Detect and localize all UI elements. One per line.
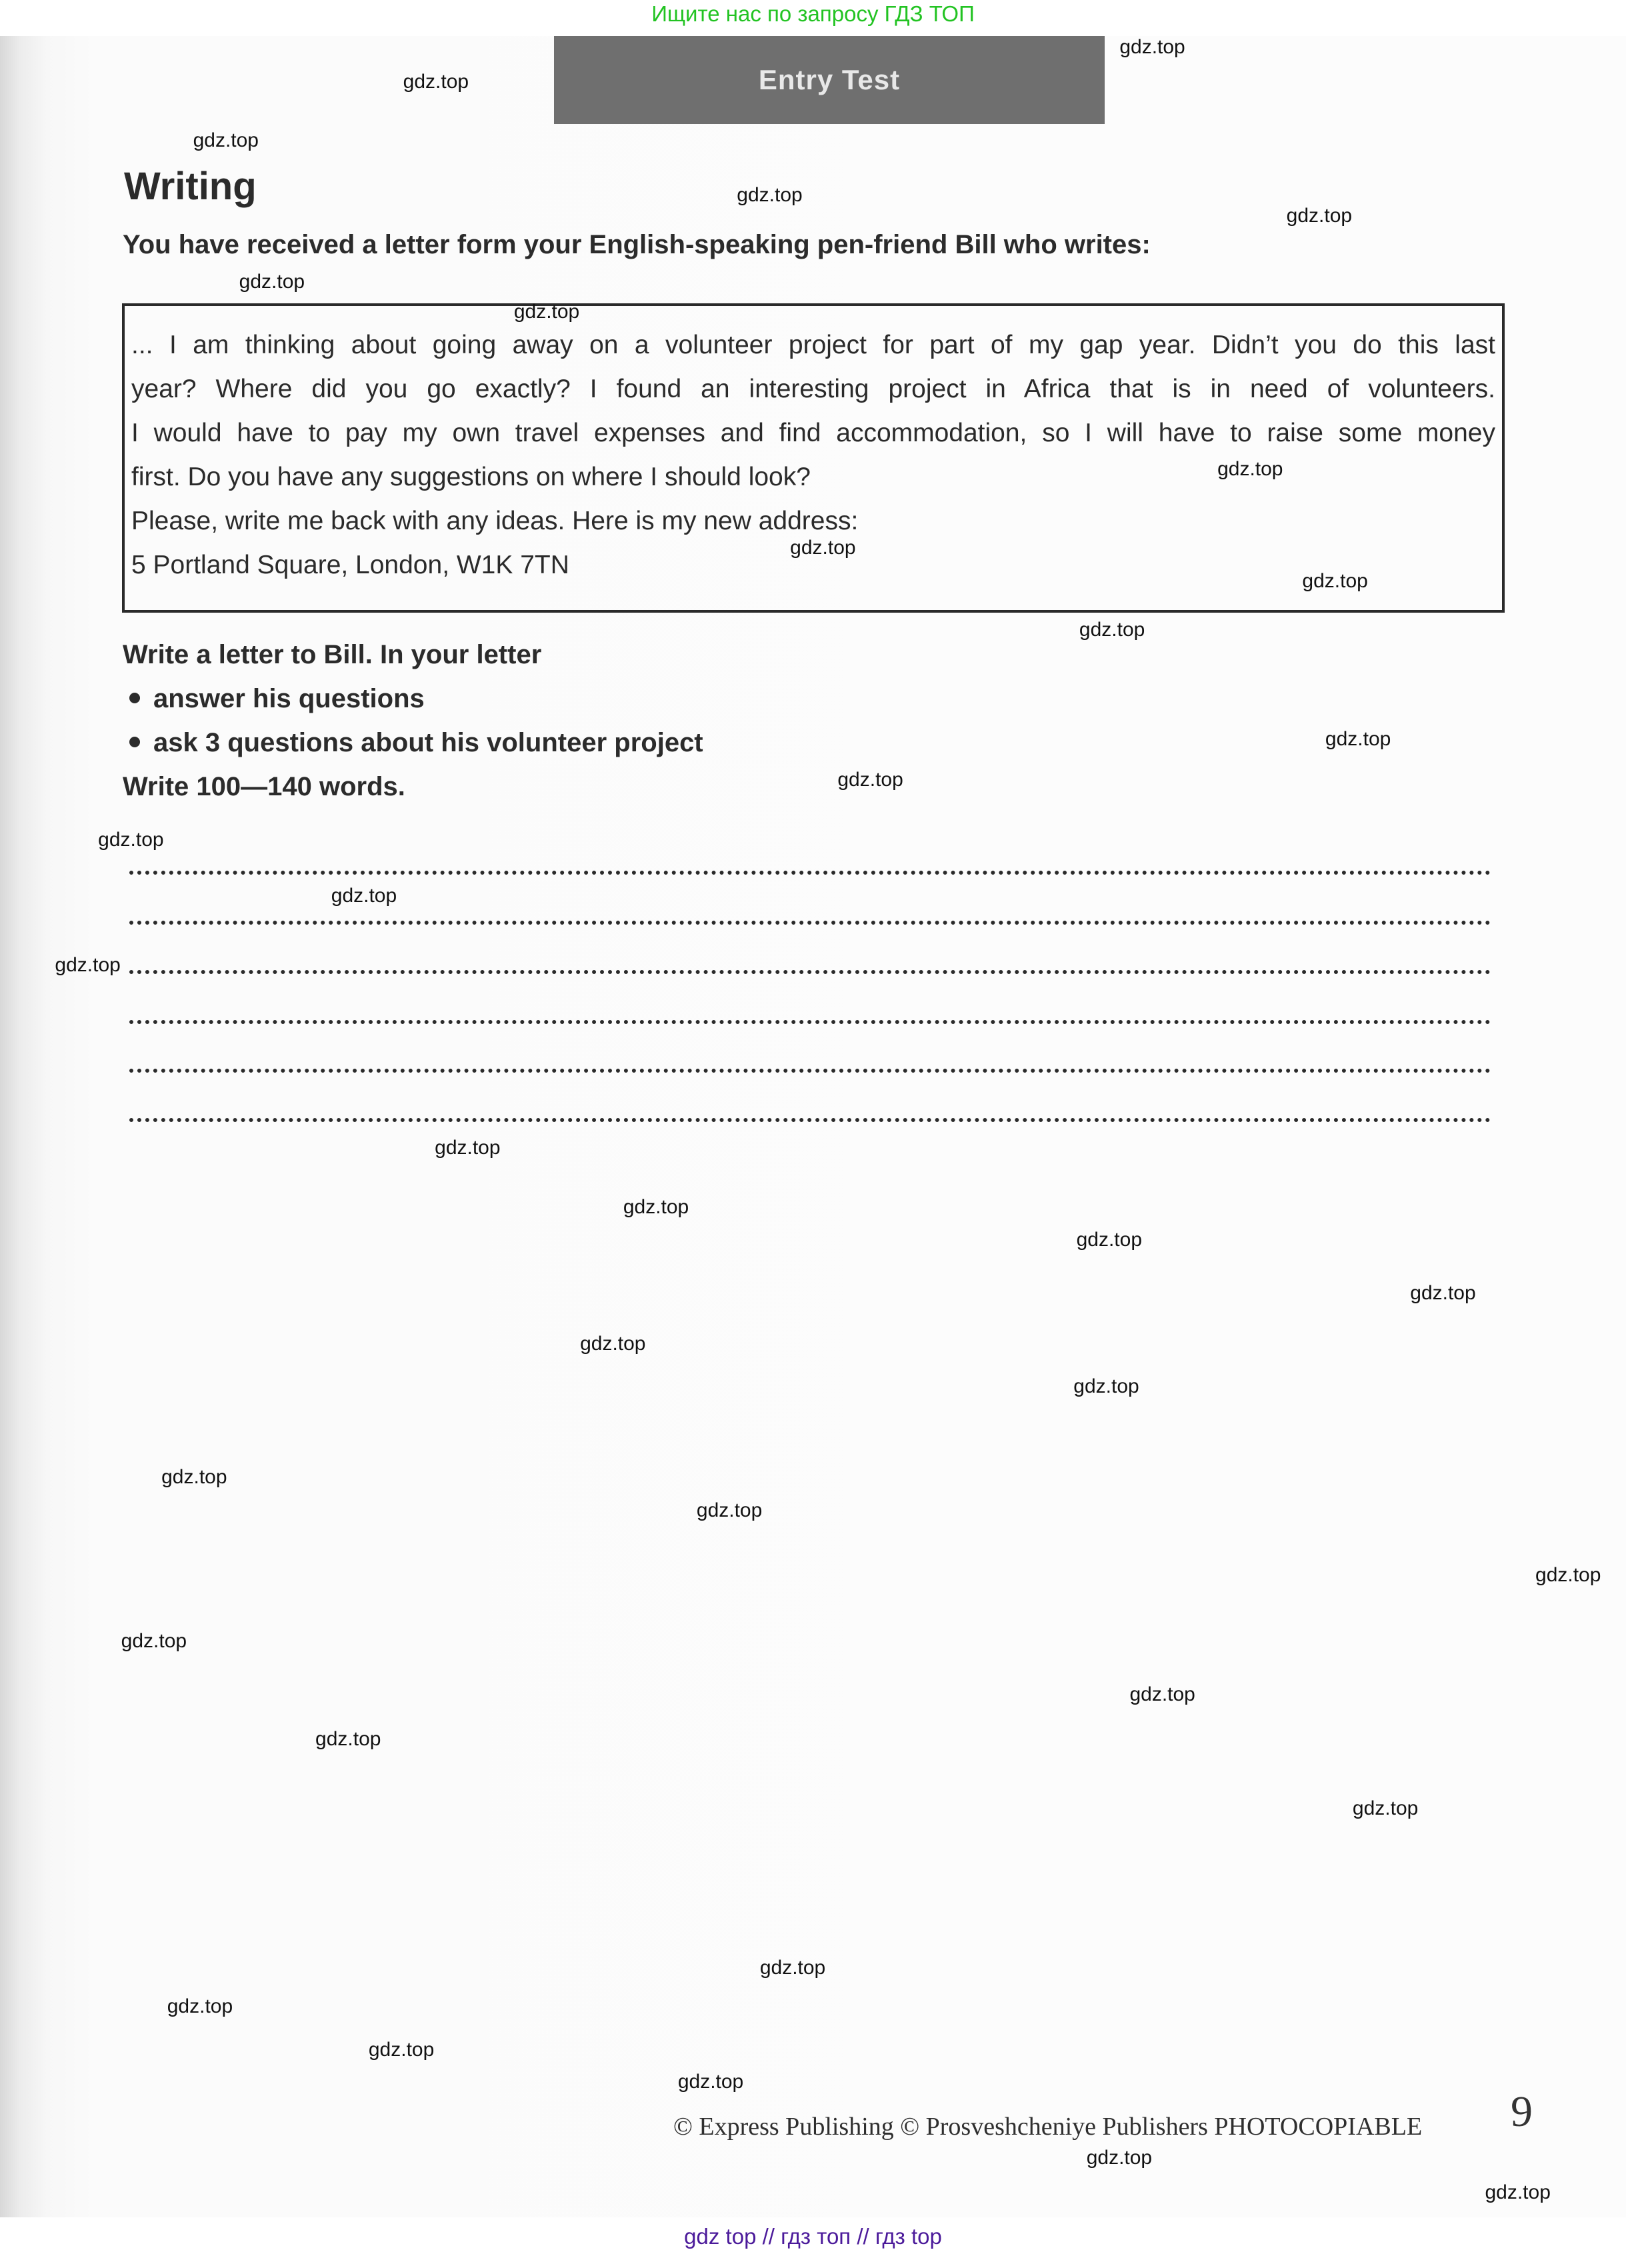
watermark: gdz.top bbox=[677, 2070, 744, 2093]
word-limit: Write 100—140 words. bbox=[123, 772, 405, 801]
answer-line[interactable] bbox=[129, 871, 1491, 875]
watermark: gdz.top bbox=[1535, 1564, 1601, 1586]
watermark: gdz.top bbox=[193, 129, 259, 152]
watermark: gdz.top bbox=[737, 184, 803, 207]
watermark: gdz.top bbox=[1410, 1282, 1476, 1305]
watermark: gdz.top bbox=[435, 1137, 501, 1159]
watermark: gdz.top bbox=[1119, 36, 1185, 59]
watermark: gdz.top bbox=[1302, 569, 1368, 592]
watermark: gdz.top bbox=[1086, 2147, 1153, 2169]
letter-line: first. Do you have any suggestions on where I should look? bbox=[131, 463, 811, 491]
answer-line[interactable] bbox=[129, 1020, 1491, 1024]
section-intro: You have received a letter form your English-speaking pen-friend Bill who writes: bbox=[123, 230, 1151, 259]
letter-line: ... I am thinking about going away on a volunteer project for part of my gap year. Didn’t you do this last bbox=[131, 331, 1495, 359]
task-bullet-text: ask 3 questions about his volunteer project bbox=[153, 728, 703, 757]
watermark: gdz.top bbox=[513, 301, 580, 323]
watermark: gdz.top bbox=[1076, 1229, 1143, 1251]
answer-line[interactable] bbox=[129, 970, 1491, 974]
watermark: gdz.top bbox=[161, 1466, 227, 1489]
watermark: gdz.top bbox=[315, 1728, 381, 1751]
watermark: gdz.top bbox=[121, 1630, 187, 1653]
watermark: gdz.top bbox=[1325, 728, 1391, 751]
bottom-site-links[interactable]: gdz top // гдз топ // гдз top bbox=[684, 2224, 942, 2249]
watermark: gdz.top bbox=[1286, 204, 1353, 227]
task-bullet bbox=[123, 728, 703, 758]
watermark: gdz.top bbox=[1073, 1375, 1139, 1398]
watermark: gdz.top bbox=[790, 537, 856, 559]
letter-line: year? Where did you go exactly? I found an interesting project in Africa that is in need of volunteers. bbox=[131, 375, 1495, 403]
task-bullet bbox=[123, 684, 425, 714]
watermark: gdz.top bbox=[403, 71, 469, 93]
bullet-icon bbox=[129, 737, 140, 747]
entry-test-title: Entry Test bbox=[758, 64, 901, 95]
watermark: gdz.top bbox=[368, 2039, 435, 2061]
watermark: gdz.top bbox=[98, 829, 164, 851]
letter-box bbox=[122, 303, 1505, 613]
task-bullet-text: answer his questions bbox=[153, 684, 425, 713]
answer-line[interactable] bbox=[129, 921, 1491, 925]
answer-line[interactable] bbox=[129, 1118, 1491, 1122]
page-number: 9 bbox=[1511, 2087, 1533, 2136]
watermark: gdz.top bbox=[580, 1332, 646, 1355]
watermark: gdz.top bbox=[1485, 2181, 1551, 2203]
top-search-note: Ищите нас по запросу ГДЗ ТОП bbox=[651, 1, 975, 26]
copyright-footer: © Express Publishing © Prosveshcheniye Publishers PHOTOCOPIABLE bbox=[673, 2113, 1423, 2141]
watermark: gdz.top bbox=[55, 954, 121, 977]
letter-line: I would have to pay my own travel expenses and find accommodation, so I will have to raise some money bbox=[131, 419, 1495, 447]
letter-line: Please, write me back with any ideas. Here is my new address: bbox=[131, 507, 859, 535]
watermark: gdz.top bbox=[1129, 1683, 1195, 1706]
entry-test-header bbox=[554, 36, 1105, 124]
watermark: gdz.top bbox=[759, 1957, 826, 1979]
answer-line[interactable] bbox=[129, 1069, 1491, 1073]
bullet-icon bbox=[129, 693, 140, 703]
watermark: gdz.top bbox=[1079, 619, 1145, 641]
letter-line: 5 Portland Square, London, W1K 7TN bbox=[131, 551, 569, 579]
task-heading: Write a letter to Bill. In your letter bbox=[123, 640, 542, 669]
watermark: gdz.top bbox=[837, 768, 903, 791]
watermark: gdz.top bbox=[1352, 1797, 1419, 1819]
watermark: gdz.top bbox=[696, 1499, 763, 1521]
watermark: gdz.top bbox=[239, 270, 305, 293]
watermark: gdz.top bbox=[1217, 457, 1283, 480]
section-title: Writing bbox=[124, 165, 257, 208]
watermark: gdz.top bbox=[331, 885, 397, 907]
watermark: gdz.top bbox=[623, 1195, 689, 1218]
watermark: gdz.top bbox=[167, 1995, 233, 2018]
